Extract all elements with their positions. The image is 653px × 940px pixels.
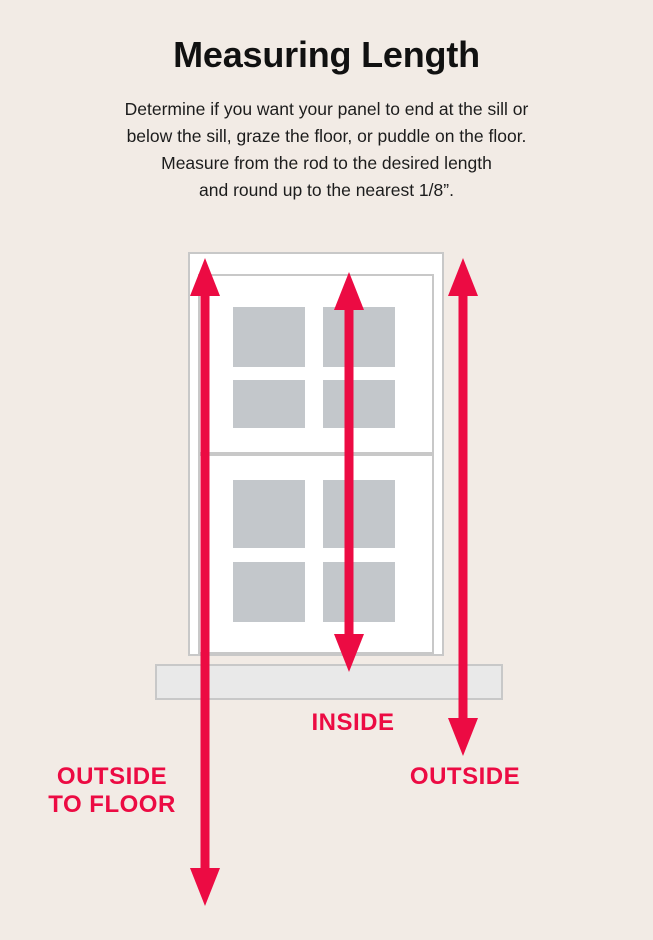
instructions-line-4: and round up to the nearest 1/8”.	[199, 180, 454, 200]
outside-to-floor-label-line-1: OUTSIDE	[56, 763, 168, 790]
outside-to-floor-label-line-2: TO FLOOR	[48, 791, 176, 818]
window-pane	[233, 480, 305, 548]
window-pane	[323, 480, 395, 548]
instructions-line-2: below the sill, graze the floor, or puddle on the floor.	[126, 126, 527, 146]
window-pane	[323, 562, 395, 622]
window-pane	[233, 307, 305, 367]
window-pane	[323, 380, 395, 428]
instructions-text	[60, 96, 593, 204]
outside-label: OUTSIDE	[409, 763, 521, 790]
instructions-line-1: Determine if you want your panel to end at the sill or	[124, 99, 529, 119]
window-pane	[233, 380, 305, 428]
window-pane	[233, 562, 305, 622]
window-pane	[323, 307, 395, 367]
instructions-line-3: Measure from the rod to the desired length	[161, 153, 492, 173]
page-title: Measuring Length	[173, 34, 480, 75]
window-sill	[155, 664, 503, 700]
window-illustration	[155, 252, 515, 712]
inside-label: INSIDE	[311, 709, 395, 736]
outside-to-floor-label	[22, 763, 202, 819]
